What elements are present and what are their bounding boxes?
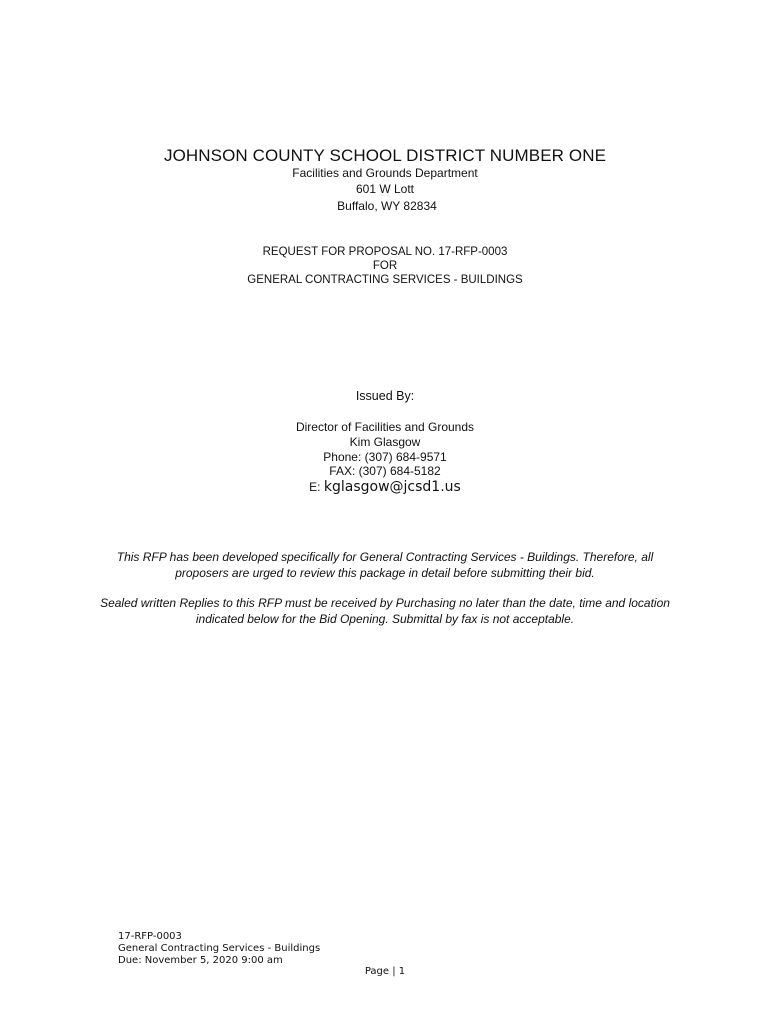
issuer-name: Kim Glasgow [349, 435, 421, 449]
footer-rfp-number: 17-RFP-0003 [118, 931, 182, 942]
issued-by-heading: Issued By: [355, 389, 415, 403]
department-name: Facilities and Grounds Department [292, 166, 478, 180]
rfp-for: FOR [372, 260, 398, 272]
issuer-fax: FAX: (307) 684-5182 [329, 464, 441, 478]
issuer-role: Director of Facilities and Grounds [295, 420, 475, 434]
rfp-number: REQUEST FOR PROPOSAL NO. 17-RFP-0003 [262, 246, 508, 258]
footer-subject: General Contracting Services - Buildings [118, 943, 321, 954]
email-label: E: [309, 480, 321, 494]
page-number: Page | 1 [364, 966, 406, 977]
notice-paragraph-1: This RFP has been developed specifically for General Contracting Services - Buildings. Therefore, all proposers are urged to review this package in detail before submitting their bid. [116, 550, 654, 580]
city-address: Buffalo, WY 82834 [337, 199, 437, 213]
footer-due-date: Due: November 5, 2020 9:00 am [118, 955, 283, 966]
issuer-email-line [0, 479, 770, 495]
street-address: 601 W Lott [355, 182, 415, 196]
rfp-subject: GENERAL CONTRACTING SERVICES - BUILDINGS [247, 274, 523, 286]
issuer-phone: Phone: (307) 684-9571 [323, 450, 447, 464]
page-title: JOHNSON COUNTY SCHOOL DISTRICT NUMBER ONE [163, 146, 607, 165]
notice-paragraph-2: Sealed written Replies to this RFP must be received by Purchasing no later than the date, time and location indicated below for the Bid Opening. Submittal by fax is not acceptable. [100, 596, 670, 626]
issuer-email[interactable]: kglasgow@jcsd1.us [323, 479, 461, 495]
